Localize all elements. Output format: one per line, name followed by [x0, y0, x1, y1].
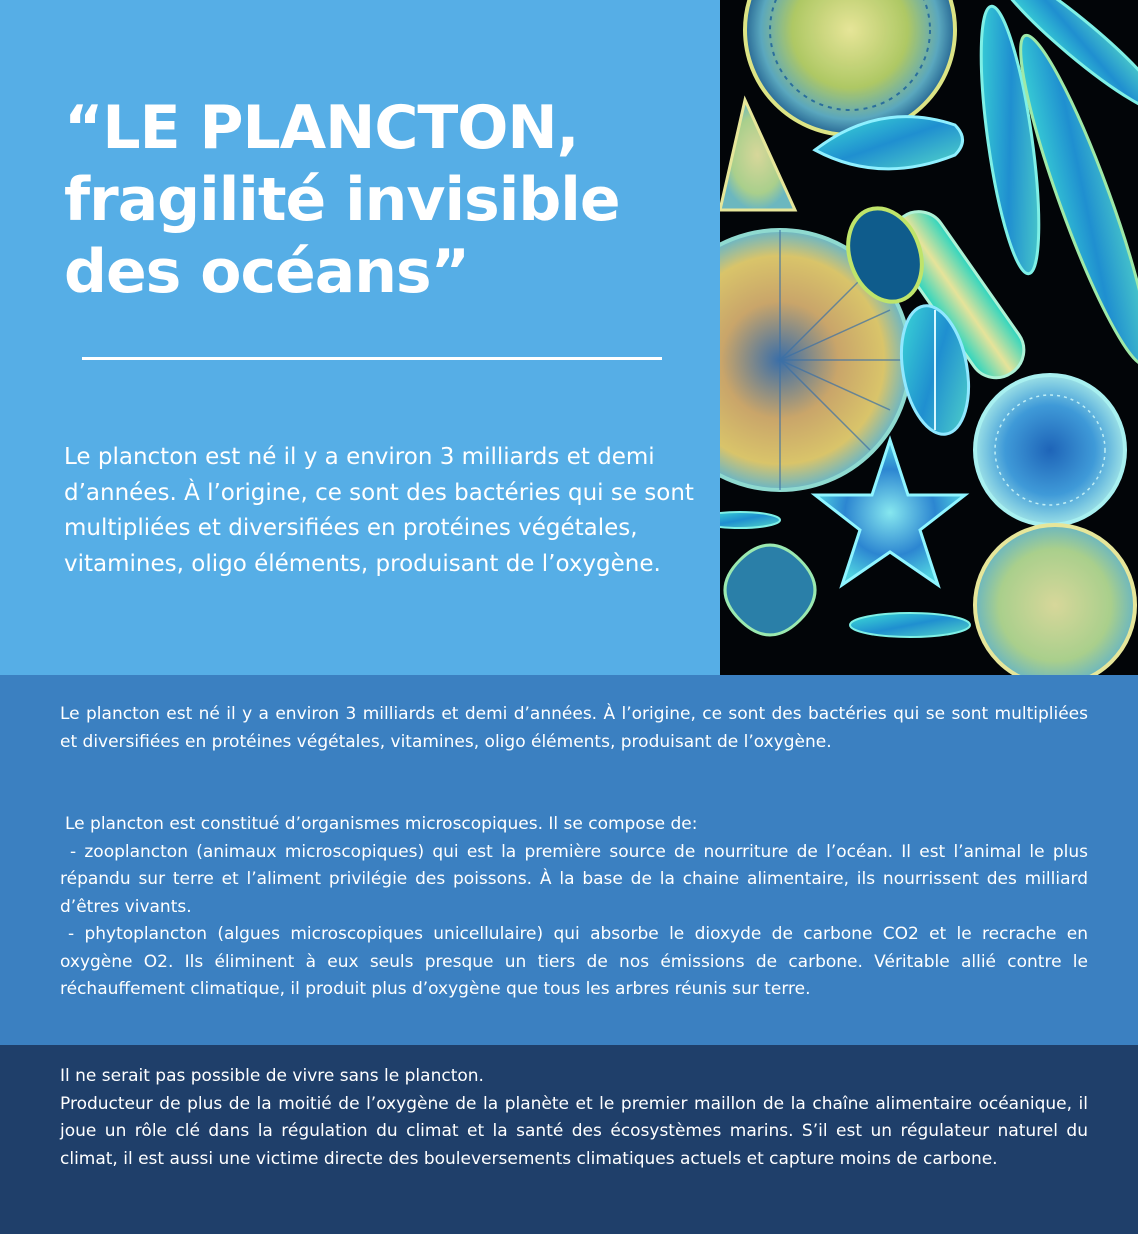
phytoplancton-item: - phytoplancton (algues microscopiques unicellulaire) qui absorbe le dioxyde de carbone CO2 et le recrache en oxygène O2. Ils éliminent à eux seuls presque un tiers de nos émissions de carbone. Véritable allié contre le réchauffement climatique, il produit plus d’oxygène que tous les arbres réunis sur terre.	[60, 924, 1088, 999]
composition-intro: Le plancton est constitué d’organismes microscopiques. Il se compose de:	[65, 814, 698, 834]
conclusion-line-1: Il ne serait pas possible de vivre sans le plancton.	[60, 1066, 484, 1086]
diatoms-illustration	[720, 0, 1138, 675]
title-line-2: fragilité invisible	[64, 165, 620, 235]
title-line-1: “LE PLANCTON,	[64, 93, 579, 163]
conclusion-line-2: Producteur de plus de la moitié de l’oxygène de la planète et le premier maillon de la chaîne alimentaire océanique, il joue un rôle clé dans la régulation du climat et la santé des écosystèmes marins. S’il est un régulateur naturel du climat, il est aussi une victime directe des bouleversements climatiques actuels et capture moins de carbone.	[60, 1093, 1088, 1169]
conclusion-paragraph	[60, 1063, 1088, 1173]
hero-text-panel	[0, 0, 720, 675]
plankton-photo	[720, 0, 1138, 675]
title-divider	[82, 357, 662, 360]
page-title	[64, 92, 704, 308]
title-line-3: des océans”	[64, 237, 470, 307]
details-paragraph-2	[60, 811, 1088, 1004]
conclusion-section	[0, 1045, 1138, 1234]
intro-paragraph: Le plancton est né il y a environ 3 milliards et demi d’années. À l’origine, ce sont des bactéries qui se sont multipliées et diversifiées en protéines végétales, vitamines, oligo éléments, produisant de l’oxygène.	[64, 444, 694, 577]
details-section	[0, 675, 1138, 1045]
zooplancton-item: - zooplancton (animaux microscopiques) qui est la première source de nourriture de l’océan. Il est l’animal le plus répandu sur terre et l’aliment privilégie des poissons. À la base de la chaine alimentaire, ils nourrissent des milliard d’êtres vivants.	[60, 841, 1088, 917]
details-paragraph-1: Le plancton est né il y a environ 3 milliards et demi d’années. À l’origine, ce sont des bactéries qui se sont multipliées et diversifiées en protéines végétales, vitamines, oligo éléments, produisant de l’oxygène.	[60, 704, 1088, 752]
